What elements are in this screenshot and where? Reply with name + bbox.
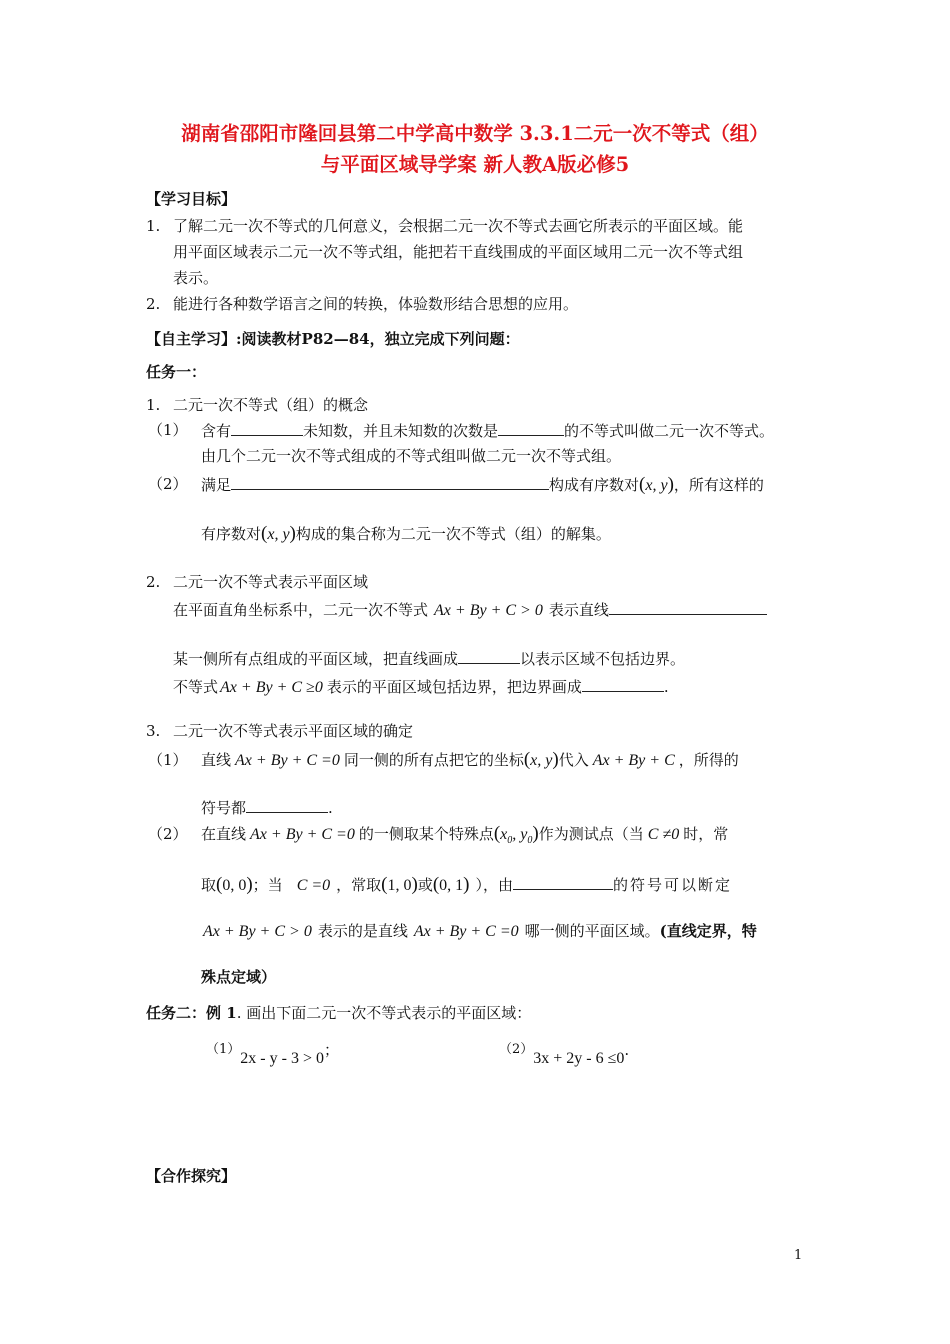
section3-title: 二元一次不等式表示平面区域的确定 [173, 722, 414, 740]
question-1-inequality: 2x - y - 3 > 0 [240, 1050, 324, 1067]
c-equals-zero: C =0 [296, 877, 331, 894]
s1-p2-number: （2） [148, 475, 188, 493]
example-1-text: . 画出下面二元一次不等式表示的平面区域： [236, 1004, 532, 1022]
point-origin: (0, 0) [216, 874, 253, 895]
ordered-pair-xy-2: (x, y) [261, 523, 296, 544]
s3-p1-text-d: ，所得的 [678, 751, 739, 769]
cooperation-heading: 【合作探究】 [146, 1167, 237, 1185]
inequality-gt-zero: Ax + By + C > 0 [434, 602, 543, 619]
s3-p1-line2 [201, 797, 333, 818]
s2-l2-text-b: 以表示区域不包括边界。 [520, 650, 686, 668]
s3-p2-l3-text-b: 哪一侧的平面区域。 [524, 922, 660, 940]
blank-dashed-line[interactable] [458, 648, 520, 664]
s1-p1-text-c: 的不等式叫做二元一次不等式。 [564, 422, 775, 440]
s2-l3-period: . [663, 678, 669, 696]
s3-p1-l2-period: . [328, 799, 333, 817]
point-1-0: (1, 0) [381, 874, 418, 895]
section1-number: 1. [146, 396, 161, 414]
objectives-heading: 【学习目标】 [146, 190, 237, 208]
inequality-gt-zero-2: Ax + By + C > 0 [203, 923, 312, 940]
special-point: ($x_0$, $y_0$) [493, 823, 539, 847]
s3-p2-l2-text-e: ），由 [475, 876, 514, 894]
blank-expression[interactable] [513, 874, 613, 890]
s2-line3 [173, 676, 669, 698]
s3-p2-l2-text-d: 或 [417, 876, 433, 894]
s2-line2 [173, 648, 685, 669]
rule-line-define-boundary: (直线定界，特 [659, 922, 757, 940]
s1-p1-text-a: 含有 [201, 422, 232, 440]
expression-axbyc: Ax + By + C [592, 752, 675, 769]
section3-number: 3. [146, 722, 161, 740]
inequality-ge-zero: Ax + By + C ≥0 [220, 679, 323, 696]
s3-p2-text-b: 的一侧取某个特殊点 [358, 825, 494, 843]
s3-p2-line3 [201, 921, 757, 942]
s1-p2-line2 [201, 524, 611, 545]
question-1 [206, 1040, 339, 1067]
question-2-number: （2） [499, 1042, 534, 1057]
question-2-end: . [624, 1041, 630, 1059]
line-equation-3: Ax + By + C =0 [413, 923, 519, 940]
objective-2-text: 能进行各种数学语言之间的转换，体验数形结合思想的应用。 [173, 295, 579, 313]
s2-l3-text-a: 不等式 [173, 678, 219, 696]
s3-p2-l3-text-a: 表示的是直线 [317, 922, 408, 940]
self-study-instruction: :阅读教材P82—84，独立完成下列问题： [236, 330, 520, 348]
s1-p2-l2-text-a: 有序数对 [201, 525, 262, 543]
s3-p1-text-b: 同一侧的所有点把它的坐标 [343, 751, 524, 769]
objective-2-number: 2. [146, 295, 161, 313]
s1-p2-text-b: 构成有序数对 [549, 476, 640, 494]
s1-p1-number: （1） [148, 421, 188, 439]
s3-p2-l2-text-f: 的符号可以断定 [613, 876, 733, 894]
s2-l1-text-b: 表示直线 [548, 601, 609, 619]
s1-p1-line2: 由几个二元一次不等式组成的不等式组叫做二元一次不等式组。 [201, 447, 622, 465]
s1-p1-line1 [201, 420, 774, 441]
s2-l3-text-b: 表示的平面区域包括边界，把边界画成 [326, 678, 582, 696]
s3-p1-text-a: 直线 [201, 751, 232, 769]
c-not-zero: C ≠0 [647, 826, 680, 843]
question-2-inequality: 3x + 2y - 6 ≤0 [533, 1050, 625, 1067]
blank-solid-line[interactable] [582, 676, 664, 692]
objective-1-line3: 表示。 [173, 269, 219, 287]
s3-p1-l2-text-a: 符号都 [201, 799, 247, 817]
blank-satisfy-condition[interactable] [231, 474, 549, 490]
question-1-end: ； [323, 1041, 339, 1059]
section2-number: 2. [146, 573, 161, 591]
point-0-1: (0, 1) [432, 874, 470, 895]
section2-title: 二元一次不等式表示平面区域 [173, 573, 369, 591]
self-study-heading: 【自主学习】 [146, 330, 237, 348]
s2-l1-text-a: 在平面直角坐标系中，二元一次不等式 [173, 601, 429, 619]
section1-title: 二元一次不等式（组）的概念 [173, 396, 369, 414]
s2-l2-text-a: 某一侧所有点组成的平面区域，把直线画成 [173, 650, 459, 668]
s1-p2-text-a: 满足 [201, 476, 232, 494]
objective-1-number: 1. [146, 217, 161, 235]
s3-p2-text-d: 时，常 [683, 825, 729, 843]
objective-1-line1: 了解二元一次不等式的几何意义，会根据二元一次不等式去画它所表示的平面区域。能 [173, 217, 744, 235]
rule-point-define-region: 殊点定域） [201, 968, 277, 986]
question-1-number: （1） [206, 1042, 241, 1057]
s3-p1-line1 [201, 750, 739, 771]
s3-p2-line2 [201, 874, 732, 896]
s3-p2-l2-text-a: 取 [201, 876, 217, 894]
blank-degree[interactable] [498, 420, 564, 436]
s1-p2-l2-text-b: 构成的集合称为二元一次不等式（组）的解集。 [295, 525, 611, 543]
example-1-label: 例 1 [206, 1004, 237, 1022]
ordered-pair-xy: (x, y) [639, 474, 674, 495]
document-title-line2: 与平面区域导学案 新人教A版必修5 [320, 153, 630, 176]
task2-line [146, 1003, 531, 1023]
document-title-line1: 湖南省邵阳市隆回县第二中学高中数学 3.3.1二元一次不等式（组） [181, 122, 769, 145]
blank-line-name[interactable] [609, 599, 767, 615]
line-equation-1: Ax + By + C =0 [235, 752, 340, 769]
s1-p2-line1 [201, 474, 764, 496]
blank-sign[interactable] [246, 797, 328, 813]
s1-p1-text-b: 未知数，并且未知数的次数是 [303, 422, 499, 440]
line-equation-2: Ax + By + C =0 [250, 826, 355, 843]
coordinate-xy: (x, y) [523, 749, 559, 770]
s2-line1 [173, 599, 767, 621]
s3-p1-text-c: 代入 [558, 751, 589, 769]
self-study-line [146, 329, 520, 349]
s3-p2-text-a: 在直线 [201, 825, 247, 843]
s3-p2-number: （2） [148, 825, 188, 843]
s3-p2-l2-text-b: ；当 [252, 876, 283, 894]
s3-p2-line1 [201, 824, 728, 851]
page-number: 1 [794, 1248, 803, 1263]
s3-p1-number: （1） [148, 751, 188, 769]
task2-heading: 任务二： [146, 1004, 207, 1022]
task1-heading: 任务一： [146, 363, 207, 381]
question-2 [499, 1040, 630, 1067]
blank-unknown-count[interactable] [231, 420, 303, 436]
s3-p2-text-c: 作为测试点（当 [538, 825, 644, 843]
objective-1-line2: 用平面区域表示二元一次不等式组，能把若干直线围成的平面区域用二元一次不等式组 [173, 243, 744, 261]
s1-p2-text-c: ，所有这样的 [673, 476, 764, 494]
s3-p2-l2-text-c: ，常取 [336, 876, 382, 894]
